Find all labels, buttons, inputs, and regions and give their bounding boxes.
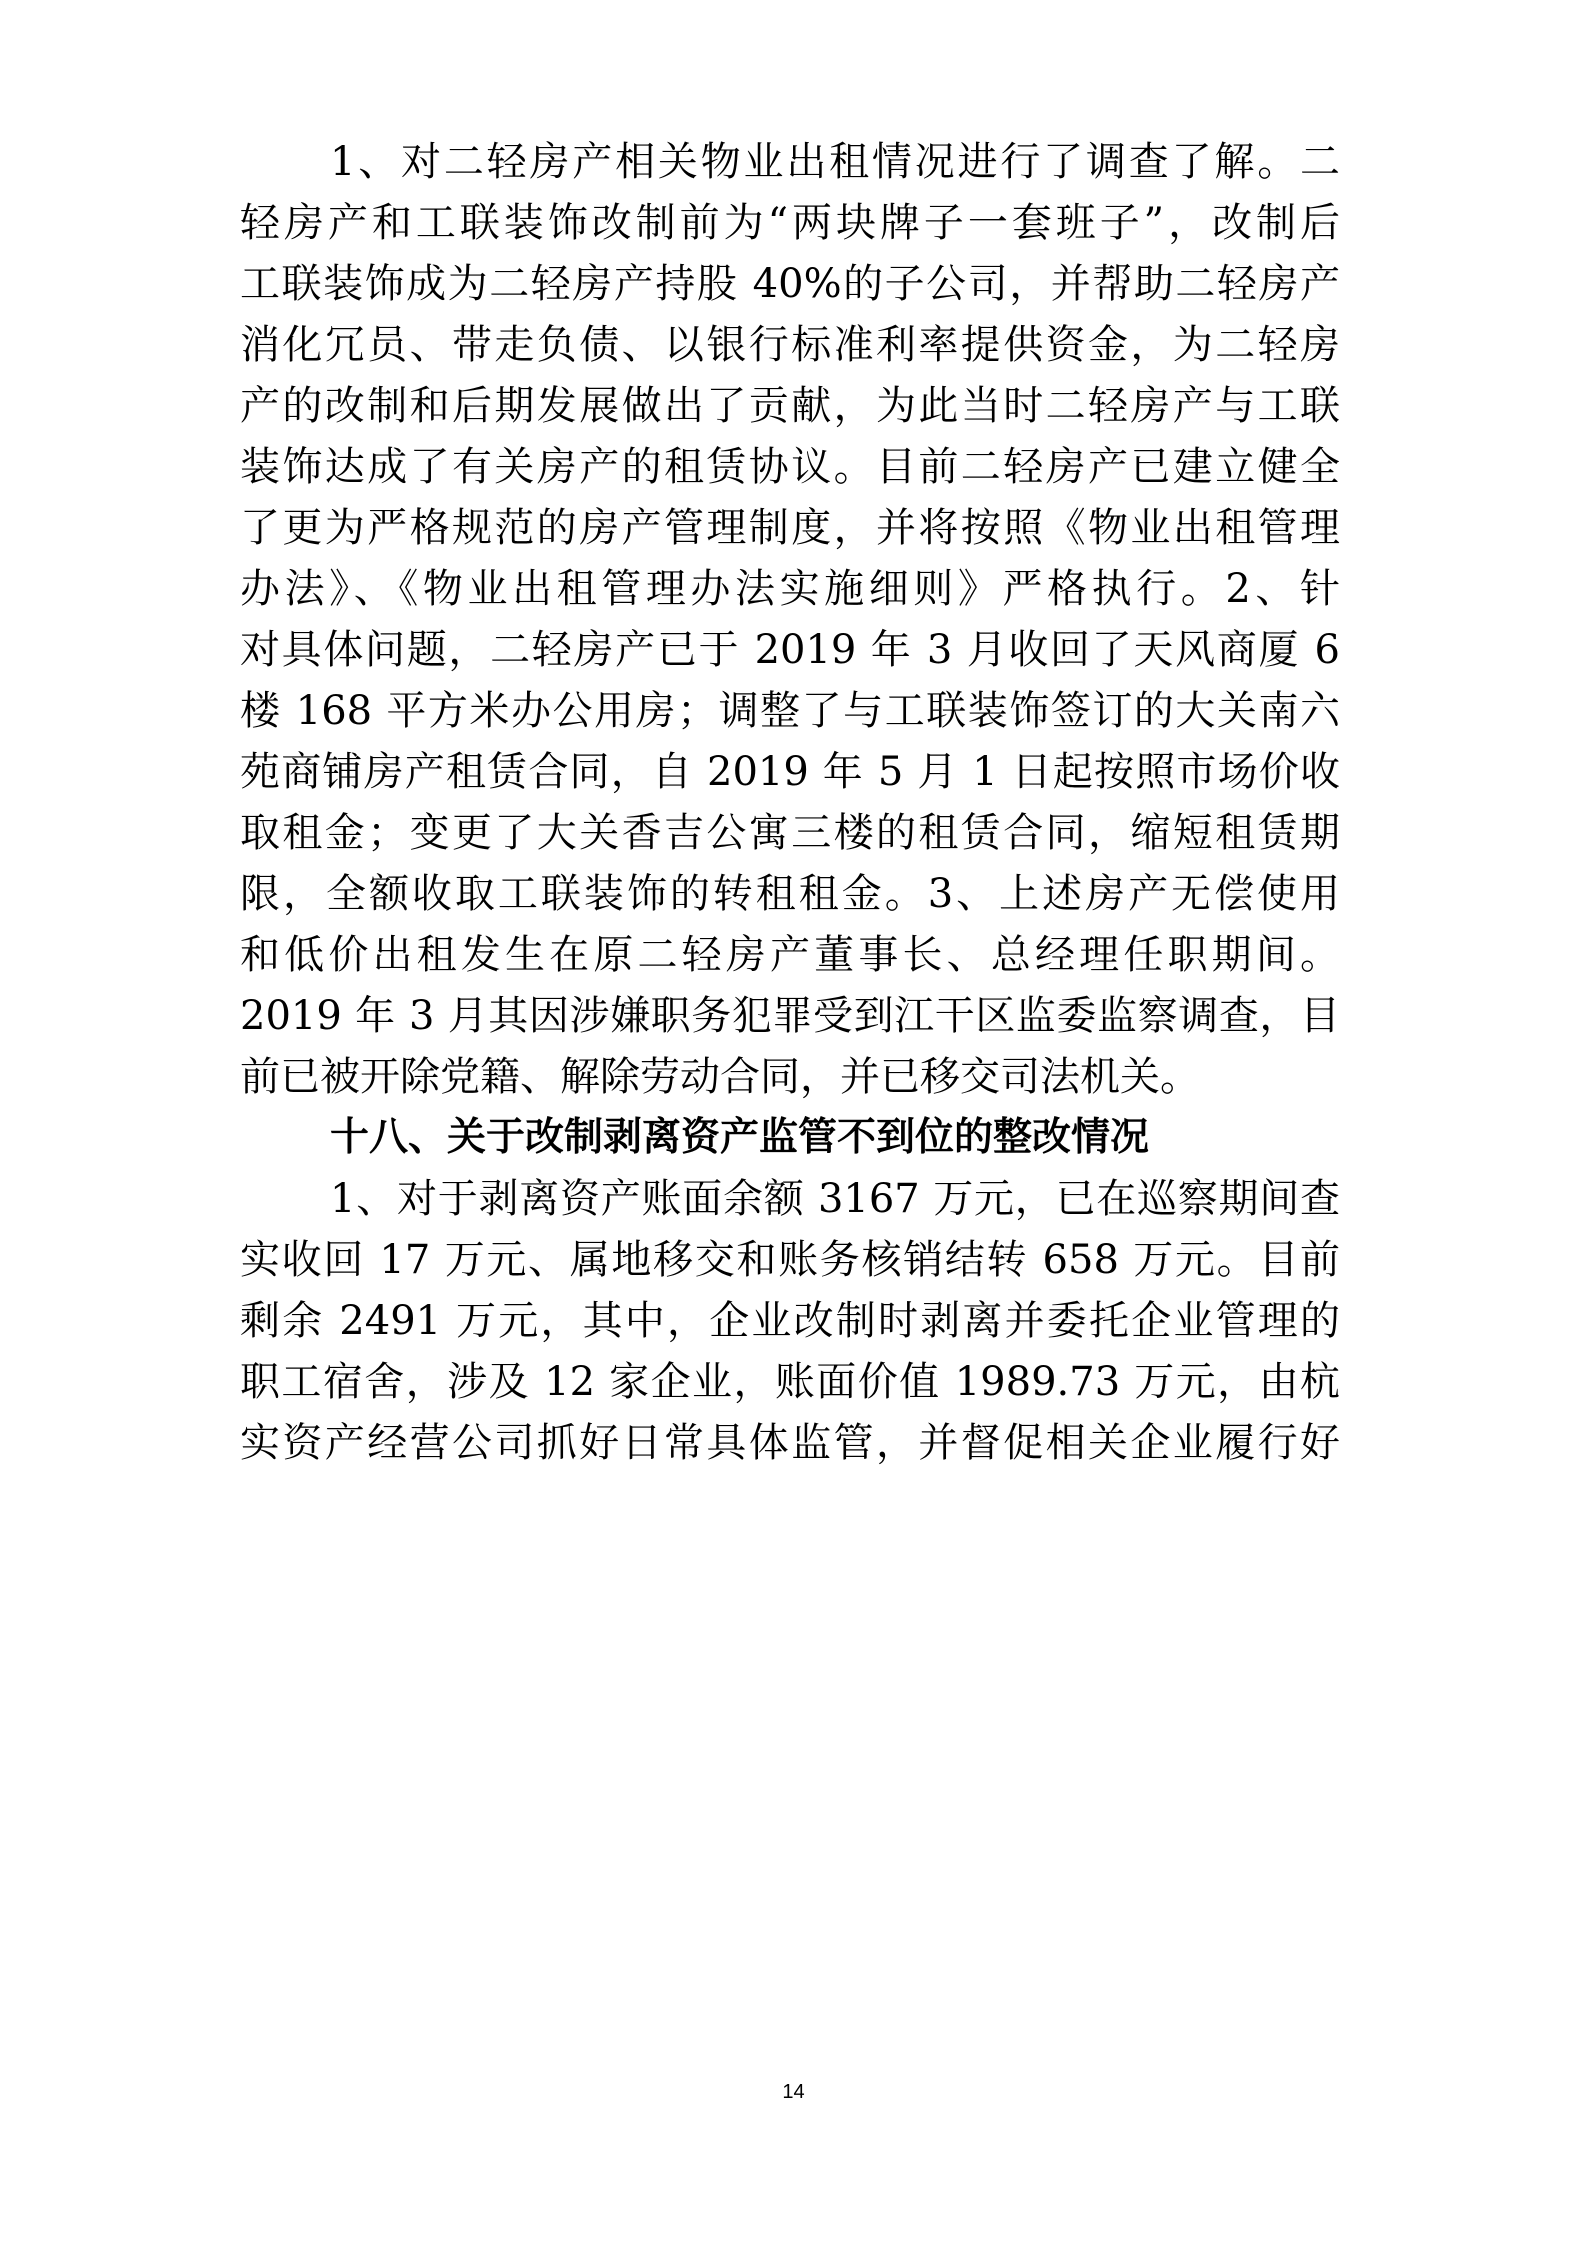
paragraph-1-line-9: 对具体问题，二轻房产已于 2019 年 3 月收回了天风商厦 6 bbox=[240, 627, 1340, 673]
paragraph-2-line-3: 剩余 2491 万元，其中，企业改制时剥离并委托企业管理的 bbox=[240, 1298, 1340, 1344]
paragraph-1-line-15: 2019 年 3 月其因涉嫌职务犯罪受到江干区监委监察调查，目 bbox=[240, 993, 1340, 1039]
paragraph-2-line-4: 职工宿舍，涉及 12 家企业，账面价值 1989.73 万元，由杭 bbox=[240, 1359, 1340, 1405]
paragraph-1-line-14: 和低价出租发生在原二轻房产董事长、总经理任职期间。 bbox=[240, 932, 1340, 978]
paragraph-1-line-16: 前已被开除党籍、解除劳动合同，并已移交司法机关。 bbox=[240, 1054, 1200, 1100]
paragraph-1-line-2: 轻房产和工联装饰改制前为“两块牌子一套班子”，改制后 bbox=[240, 200, 1340, 246]
paragraph-1-line-12: 取租金；变更了大关香吉公寓三楼的租赁合同，缩短租赁期 bbox=[240, 810, 1340, 856]
section-heading: 十八、关于改制剥离资产监管不到位的整改情况 bbox=[330, 1115, 1150, 1160]
paragraph-1-line-13: 限，全额收取工联装饰的转租租金。3、上述房产无偿使用 bbox=[240, 871, 1340, 917]
paragraph-1-line-10: 楼 168 平方米办公用房；调整了与工联装饰签订的大关南六 bbox=[240, 688, 1340, 734]
page-number: 14 bbox=[782, 2081, 805, 2103]
paragraph-1-line-1: 1、对二轻房产相关物业出租情况进行了调查了解。二 bbox=[330, 139, 1340, 185]
paragraph-2-line-1: 1、对于剥离资产账面余额 3167 万元，已在巡察期间查 bbox=[330, 1176, 1340, 1222]
paragraph-1-line-7: 了更为严格规范的房产管理制度，并将按照《物业出租管理 bbox=[240, 505, 1340, 551]
paragraph-1-line-8: 办法》、《物业出租管理办法实施细则》严格执行。2、针 bbox=[240, 566, 1340, 612]
paragraph-1-line-6: 装饰达成了有关房产的租赁协议。目前二轻房产已建立健全 bbox=[240, 444, 1340, 490]
paragraph-2-line-5: 实资产经营公司抓好日常具体监管，并督促相关企业履行好 bbox=[240, 1420, 1340, 1466]
paragraph-2-line-2: 实收回 17 万元、属地移交和账务核销结转 658 万元。目前 bbox=[240, 1237, 1340, 1283]
paragraph-1-line-3: 工联装饰成为二轻房产持股 40%的子公司，并帮助二轻房产 bbox=[240, 261, 1340, 307]
paragraph-1-line-4: 消化冗员、带走负债、以银行标准利率提供资金，为二轻房 bbox=[240, 322, 1340, 368]
paragraph-1-line-5: 产的改制和后期发展做出了贡献，为此当时二轻房产与工联 bbox=[240, 383, 1340, 429]
paragraph-1-line-11: 苑商铺房产租赁合同，自 2019 年 5 月 1 日起按照市场价收 bbox=[240, 749, 1340, 795]
